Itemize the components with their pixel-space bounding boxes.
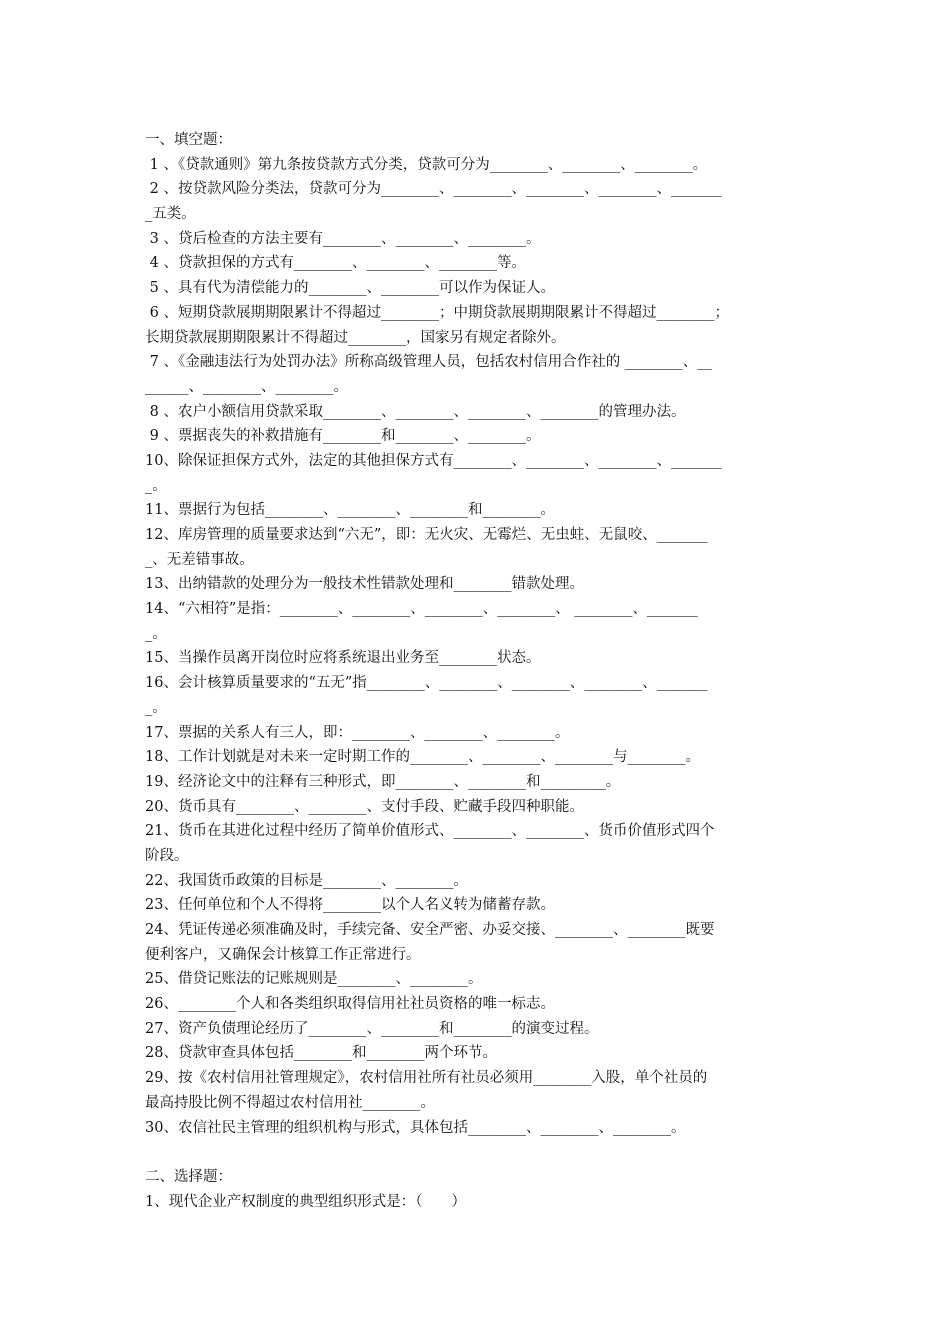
question-line: 19、经济论文中的注释有三种形式，即________、________和_________。 — [145, 773, 621, 790]
question-line: 7 、《金融违法行为处罚办法》所称高级管理人员，包括农村信用合作社的 ________、__ — [145, 354, 712, 371]
question-line: 20、货币具有________、________、支付手段、贮藏手段四种职能。 — [145, 798, 584, 815]
question-line: 13、出纳错款的处理分为一般技术性错款处理和________错款处理。 — [145, 576, 584, 593]
question-line: 3 、贷后检查的方法主要有________、________、________。 — [145, 230, 541, 247]
question-line: 4 、贷款担保的方式有________、________、________等。 — [145, 255, 526, 272]
question-line: 8 、农户小额信用贷款采取________、________、________、________的管理办法。 — [145, 403, 686, 420]
question-line: 2 、按贷款风险分类法，贷款可分为________、________、________、________、_______ — [145, 181, 722, 198]
question-line: 11、票据行为包括________、________、________和________。 — [145, 502, 555, 519]
question-line: _。 — [145, 477, 167, 494]
question-line: 22、我国货币政策的目标是________、________。 — [145, 872, 468, 889]
question-line: 25、借贷记账法的记账规则是________、________。 — [145, 971, 483, 988]
question-line: 6 、短期贷款展期期限累计不得超过________；中期贷款展期期限累计不得超过________； — [145, 304, 729, 321]
question-line: 便利客户，又确保会计核算工作正常进行。 — [145, 946, 421, 963]
question-line: 21、货币在其进化过程中经历了简单价值形式、________、________、货币价值形式四个 — [145, 823, 715, 840]
question-line: _五类。 — [145, 206, 196, 223]
question-line: 26、________个人和各类组织取得信用社社员资格的唯一标志。 — [145, 996, 555, 1013]
question-line: 阶段。 — [145, 847, 189, 864]
question-line: 24、凭证传递必须准确及时，手续完备、安全严密、办妥交接、________、________既要 — [145, 922, 715, 938]
question-line: 10、除保证担保方式外，法定的其他担保方式有________、________、________、_______ — [145, 452, 722, 469]
multiple-choice-questions — [145, 1190, 815, 1215]
question-line: 长期贷款展期期限累计不得超过________，国家另有规定者除外。 — [145, 329, 566, 346]
section-title-fill-in: 一、填空题： — [145, 132, 232, 148]
question-line: 9 、票据丧失的补救措施有________和________、________。 — [145, 428, 541, 445]
question-line: 17、票据的关系人有三人，即：________、________、________。 — [145, 724, 570, 741]
question-line: 29、按《农村信用社管理规定》，农村信用社所有社员必须用________入股，单个社员的 — [145, 1070, 708, 1087]
question-line: _。 — [145, 699, 167, 716]
question-line: 27、资产负债理论经历了________、________和________的演变过程。 — [145, 1020, 599, 1037]
question-line: 16、会计核算质量要求的“五无”指________、________、________、________、_______ — [145, 675, 708, 692]
question-line: 最高持股比例不得超过农村信用社________。 — [145, 1094, 435, 1111]
question-line: 15、当操作员离开岗位时应将系统退出业务至________状态。 — [145, 650, 541, 667]
question-line: 1、现代企业产权制度的典型组织形式是：（ ） — [145, 1193, 466, 1210]
question-line: 23、任何单位和个人不得将________以个人名义转为储蓄存款。 — [145, 897, 555, 914]
question-line: _。 — [145, 625, 167, 642]
question-line: 5 、具有代为清偿能力的________、________可以作为保证人。 — [145, 280, 555, 297]
question-line: 18、工作计划就是对未来一定时期工作的________、________、________与________。 — [145, 749, 700, 766]
question-line: _、无差错事故。 — [145, 551, 254, 568]
question-line: 28、贷款审查具体包括________和________两个环节。 — [145, 1045, 497, 1062]
question-line: 12、库房管理的质量要求达到“六无”，即：无火灾、无霉烂、无虫蛀、无鼠咬、_______ — [145, 527, 708, 543]
section-gap — [145, 1140, 815, 1165]
question-line: ______、________、________。 — [145, 378, 348, 395]
question-line: 14、“六相符”是指：________、________、________、________、 ________、_______ — [145, 601, 698, 618]
question-line: 1 、《贷款通则》第九条按贷款方式分类，贷款可分为________、________、________。 — [145, 156, 708, 173]
question-line: 30、农信社民主管理的组织机构与形式，具体包括________、________、________。 — [145, 1119, 686, 1136]
section-title-multiple-choice: 二、选择题： — [145, 1168, 232, 1185]
fill-in-questions — [145, 153, 815, 1141]
document-page — [145, 128, 815, 1214]
